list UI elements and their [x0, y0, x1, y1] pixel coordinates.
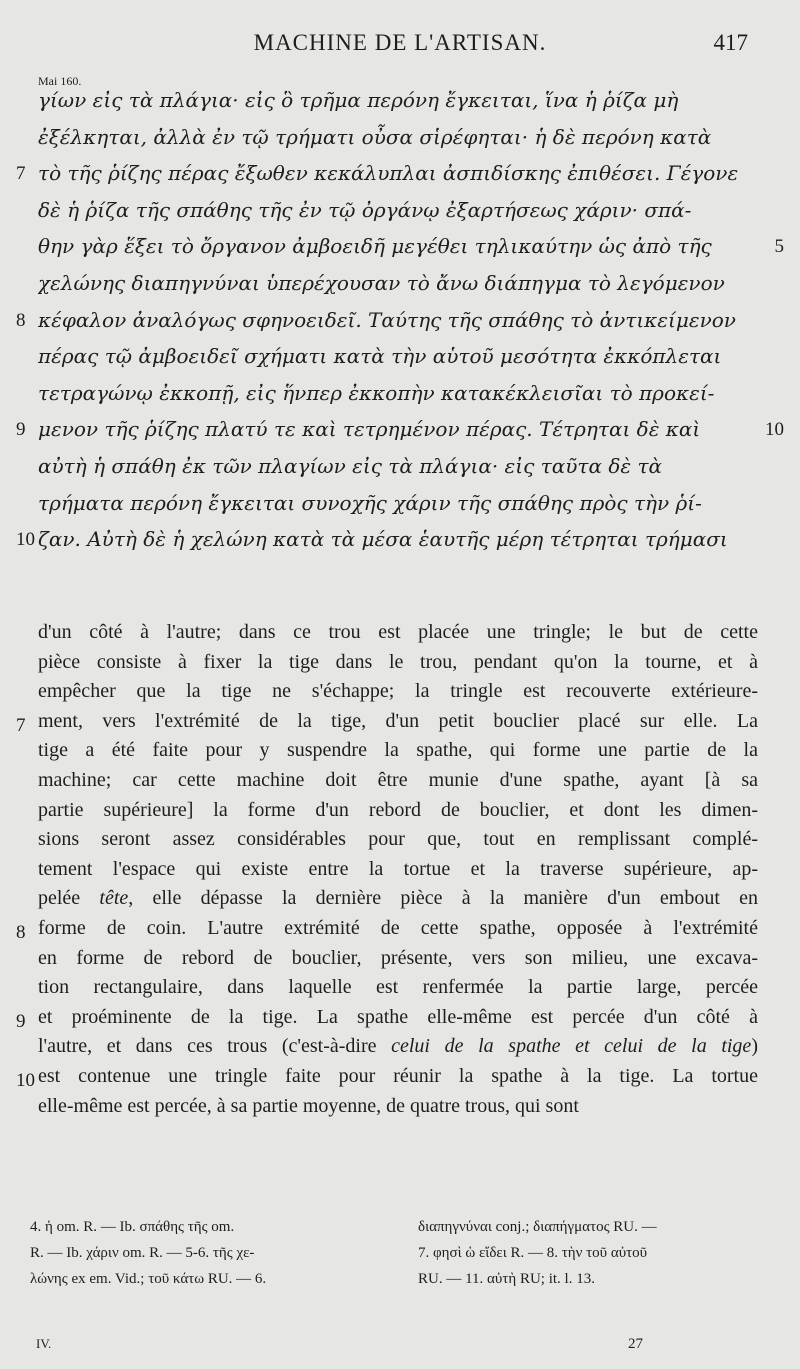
- page-number: 417: [713, 30, 748, 55]
- greek-line: τὸ τῆς ῥίζης πέρας ἔξωθεν κεκάλυπλαι ἀσπιδίσκης ἐπιθέσει. Γέγονε: [38, 161, 739, 186]
- greek-line: θην γὰρ ἕξει τὸ ὄργανον ἀμβοειδῆ μεγέθει τηλικαύτην ὡς ἀπὸ τῆς: [38, 234, 712, 259]
- french-line: pelée tête, elle dépasse la dernière pièce à la manière d'un embout en: [38, 887, 758, 910]
- greek-right-line-number: 10: [765, 419, 784, 441]
- greek-left-line-number: 9: [16, 419, 26, 441]
- folio-number: 27: [628, 1336, 643, 1352]
- french-line: est contenue une tringle faite pour réunir la spathe à la tige. La tortue: [38, 1064, 758, 1087]
- greek-line: αὐτὴ ἡ σπάθη ἐκ τῶν πλαγίων εἰς τὰ πλάγια· εἰς ταῦτα δὲ τὰ: [38, 453, 663, 478]
- greek-line: δὲ ἡ ῥίζα τῆς σπάθης τῆς ἐν τῷ ὀργάνῳ ἐξαρτήσεως χάριν· σπά-: [38, 197, 692, 222]
- french-left-line-number: 10: [16, 1070, 35, 1091]
- french-line: tion rectangulaire, dans laquelle est renfermée la partie large, percée: [38, 976, 758, 999]
- apparatus-line: 7. φησὶ ὡ εἴδει R. — 8. τὴν τοῦ αὐτοῦ: [418, 1245, 648, 1261]
- greek-line: ζαν. Αὐτὴ δὲ ἡ χελώνη κατὰ τὰ μέσα ἑαυτῆς μέρη τέτρηται τρήμασι: [38, 527, 728, 552]
- greek-line: πέρας τῷ ἀμβοειδεῖ σχήματι κατὰ τὴν αὑτοῦ μεσότητα ἐκκόπλεται: [38, 344, 722, 369]
- french-left-line-number: 8: [16, 922, 26, 943]
- french-line: forme de coin. L'autre extrémité de cette spathe, opposée à l'extrémité: [38, 916, 758, 939]
- greek-text-block: [38, 82, 763, 558]
- french-left-line-number: 9: [16, 1010, 26, 1032]
- french-line: pièce consiste à fixer la tige dans le trou, pendant qu'on la tourne, et à: [38, 650, 758, 673]
- french-line: l'autre, et dans ces trous (c'est-à-dire celui de la spathe et celui de la tige): [38, 1035, 758, 1058]
- apparatus-line: λώνης ex em. Vid.; τοῦ κάτω RU. — 6.: [30, 1271, 267, 1287]
- french-line: et proéminente de la tige. La spathe elle-même est percée d'un côté à: [38, 1005, 758, 1028]
- french-line: tige a été faite pour y suspendre la spathe, qui forme une partie de la: [38, 739, 758, 762]
- apparatus-line: RU. — 11. αὐτὴ RU; it. l. 13.: [418, 1271, 595, 1287]
- greek-line: ἐξέλκηται, ἀλλὰ ἐν τῷ τρήματι οὖσα σἱρέφηται· ἡ δὲ περόνη κατὰ: [38, 124, 712, 149]
- french-line: elle-même est percée, à sa partie moyenne, de quatre trous, qui sont: [38, 1094, 579, 1117]
- greek-line: γίων εἰς τὰ πλάγια· εἰς ὃ τρῆμα περόνη ἔγκειται, ἵνα ἡ ῥίζα μὴ: [38, 88, 679, 112]
- french-left-line-number: 7: [16, 714, 26, 736]
- french-line: en forme de rebord de bouclier, présente, vers son milieu, une excava-: [38, 946, 758, 969]
- greek-line: τρήματα περόνη ἔγκειται συνοχῆς χάριν τῆς σπάθης πρὸς τὴν ῥί-: [38, 490, 702, 515]
- french-line: sions seront assez considérables pour que, tout en remplissant complé-: [38, 828, 758, 851]
- greek-left-line-number: 7: [16, 163, 26, 185]
- apparatus-line: 4. ἡ om. R. — Ib. σπάθης τῆς om.: [30, 1219, 235, 1235]
- french-line: d'un côté à l'autre; dans ce trou est placée une tringle; le but de cette: [38, 621, 758, 643]
- greek-right-line-number: 5: [774, 236, 784, 258]
- greek-line: χελώνης διαπηγνύναι ὑπερέχουσαν τὸ ἄνω διάπηγμα τὸ λεγόμενον: [38, 270, 725, 295]
- greek-left-line-number: 10: [16, 529, 35, 551]
- french-line: empêcher que la tige ne s'échappe; la tringle est recouverte extérieure-: [38, 680, 758, 703]
- margin-note: Mai 160.: [38, 74, 82, 88]
- greek-line: κέφαλον ἀναλόγως σφηνοειδεῖ. Ταύτης τῆς σπάθης τὸ ἀντικείμενον: [38, 307, 736, 332]
- french-translation-block: [38, 618, 758, 1121]
- signature-mark: IV.: [36, 1336, 52, 1351]
- french-line: tement l'espace qui existe entre la tortue et la traverse supérieure, ap-: [38, 857, 758, 880]
- greek-line: τετραγώνῳ ἐκκοπῇ, εἰς ἥνπερ ἐκκοπὴν κατακέκλεισῖαι τὸ προκεί-: [38, 380, 715, 405]
- french-line: partie supérieure] la forme d'un rebord de bouclier, et dont les dimen-: [38, 798, 758, 821]
- apparatus-left-column: [30, 1214, 380, 1292]
- apparatus-line: R. — Ib. χάριν om. R. — 5-6. τῆς χε-: [30, 1245, 255, 1261]
- greek-left-line-number: 8: [16, 309, 26, 331]
- french-line: machine; car cette machine doit être munie d'une spathe, ayant [à sa: [38, 768, 758, 791]
- apparatus-right-column: [418, 1214, 768, 1292]
- apparatus-line: διαπηγνύναι conj.; διαπήγματος RU. —: [418, 1219, 657, 1235]
- greek-line: μενον τῆς ῥίζης πλατύ τε καὶ τετρημένον πέρας. Τέτρηται δὲ καὶ: [38, 417, 701, 442]
- french-line: ment, vers l'extrémité de la tige, d'un petit bouclier placé sur elle. La: [38, 709, 758, 732]
- running-title: MACHINE DE L'ARTISAN.: [253, 30, 547, 55]
